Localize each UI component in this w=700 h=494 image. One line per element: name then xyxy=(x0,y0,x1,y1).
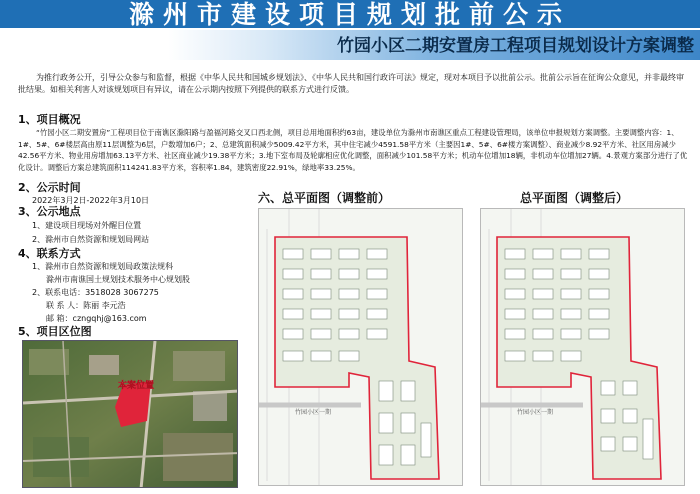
contact-email: 邮 箱：czngqhj@163.com xyxy=(46,314,147,323)
section-map-heading: 5、项目区位图 xyxy=(18,325,92,338)
period-text: 2022年3月2日-2022年3月10日 xyxy=(32,196,150,205)
page-subtitle: 竹园小区二期安置房工程项目规划设计方案调整 xyxy=(337,36,694,56)
plan-before-road-label: 竹园小区一期 xyxy=(295,409,332,416)
contact-item: 滁州市南谯国土规划技术服务中心规划股 xyxy=(46,275,190,284)
section-contact-heading: 4、联系方式 xyxy=(18,247,81,260)
intro-paragraph: 为推行政务公开，引导公众参与和监督，根据《中华人民共和国城乡规划法》、《中华人民共和国行政许可法》规定，现对本项目予以批前公示。批前公示旨在征询公众意见，并非最终审批结果。如相关利害人对该规划项目有异议，请在公示期内按照下列提供的联系方式进行反馈。 xyxy=(18,73,684,94)
location-map-image xyxy=(22,340,238,488)
plan-after-title: 总平面图（调整后） xyxy=(520,191,629,205)
site-marker-label: 本案位置 xyxy=(118,381,155,391)
site-plan-after xyxy=(480,208,685,486)
location-item: 2、滁州市自然资源和规划局网站 xyxy=(32,235,150,244)
location-item: 1、建设项目现场对外醒目位置 xyxy=(32,221,142,230)
contact-phone: 2、联系电话：3518028 3067275 xyxy=(32,288,159,297)
plan-before-title: 六、总平面图（调整前） xyxy=(258,191,391,205)
plan-after-road-label: 竹园小区一期 xyxy=(517,409,554,416)
site-plan-before xyxy=(258,208,463,486)
contact-person: 联 系 人：陈丽 李元浩 xyxy=(46,301,126,310)
page-title: 滁州市建设项目规划批前公示 xyxy=(128,0,571,29)
contact-item: 1、滁州市自然资源和规划局政策法规科 xyxy=(32,262,174,271)
overview-paragraph: “竹园小区二期安置房”工程项目位于南谯区滁阳路与盈福河路交叉口西北侧，项目总用地面积约63亩，建设单位为滁州市南谯区重点工程建设管理局，该单位申报规划方案调整。主要调整内容：1、1#、5#、6#楼层高由原11层调整为6层，户数增加6户；2、总建筑面积减少5009.42平方米，其中住宅减少4591.58平方米（主要因1#、5#、6#楼方案调整）、商业减少8.92平方米、社区用房减少42.56平方米、物业用房增加63.13平方米、社区商业减少19.38平方米；3.地下室布局及轮廓相应优化调整，面积减少101.58平方米；机动车位增加18辆，非机动车位增加27辆。4.景观方案部分进行了优化设计。调整后方案总建筑面积114241.83平方米，容积率1.84，建筑密度22.91%，绿地率33.25%。 xyxy=(18,128,688,172)
section-location-heading: 3、公示地点 xyxy=(18,205,81,218)
section-overview-heading: 1、项目概况 xyxy=(18,113,81,126)
section-period-heading: 2、公示时间 xyxy=(18,181,81,194)
